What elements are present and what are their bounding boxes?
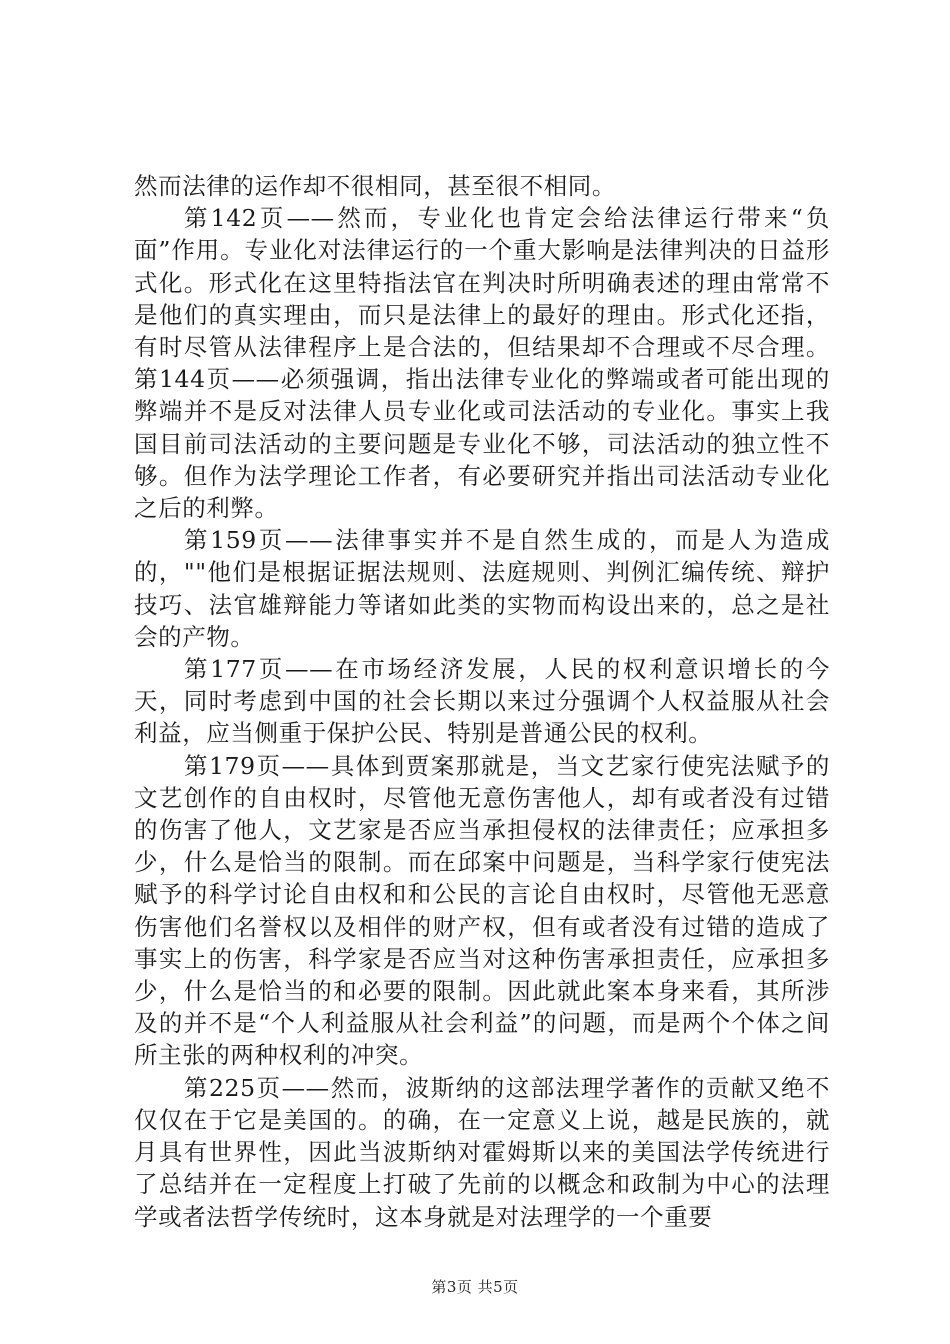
paragraph-page-225: 第225页——然而，波斯纳的这部法理学著作的贡献又绝不仅仅在于它是美国的。的确，在一定意义上说，越是民族的，就月具有世界性，因此当波斯纳对霍姆斯以来的美国法学传统进行了总结并在一定程度上打破了先前的以概念和政制为中心的法理学或者法哲学传统时，这本身就是对法理学的一个重要	[134, 1073, 830, 1231]
document-body	[134, 170, 830, 1233]
paragraph-page-142: 第142页——然而，专业化也肯定会给法律运行带来“负面”作用。专业化对法律运行的一个重大影响是法律判决的日益形式化。形式化在这里特指法官在判决时所明确表述的理由常常不是他们的真实理由，而只是法律上的最好的理由。形式化还指，有时尽管从法律程序上是合法的，但结果却不合理或不尽合理。第144页——必须强调，指出法律专业化的弊端或者可能出现的弊端并不是反对法律人员专业化或司法活动的专业化。事实上我国目前司法活动的主要问题是专业化不够，司法活动的独立性不够。但作为法学理论工作者，有必要研究并指出司法活动专业化之后的利弊。	[134, 204, 830, 523]
paragraph-page-179: 第179页——具体到贾案那就是，当文艺家行使宪法赋予的文艺创作的自由权时，尽管他无意伤害他人，却有或者没有过错的伤害了他人，文艺家是否应当承担侵权的法律责任；应承担多少，什么是恰当的限制。而在邱案中问题是，当科学家行使宪法赋予的科学讨论自由权和和公民的言论自由权时，尽管他无恶意伤害他们名誉权以及相伴的财产权，但有或者没有过错的造成了事实上的伤害，科学家是否应当对这种伤害承担责任，应承担多少，什么是恰当的和必要的限制。因此就此案本身来看，其所涉及的并不是“个人利益服从社会利益”的问题，而是两个个体之间所主张的两种权利的冲突。	[134, 751, 830, 1070]
paragraph-page-177: 第177页——在市场经济发展，人民的权利意识增长的今天，同时考虑到中国的社会长期以来过分强调个人权益服从社会利益，应当侧重于保护公民、特别是普通公民的权利。	[134, 655, 830, 748]
paragraph-continuation: 然而法律的运作却不很相同，甚至很不相同。	[134, 172, 616, 200]
paragraph-page-159: 第159页——法律事实并不是自然生成的，而是人为造成的，""他们是根据证据法规则、法庭规则、判例汇编传统、辩护技巧、法官雄辩能力等诸如此类的实物而构设出来的，总之是社会的产物。	[134, 526, 830, 651]
page-footer: 第3页 共5页	[431, 1278, 519, 1296]
